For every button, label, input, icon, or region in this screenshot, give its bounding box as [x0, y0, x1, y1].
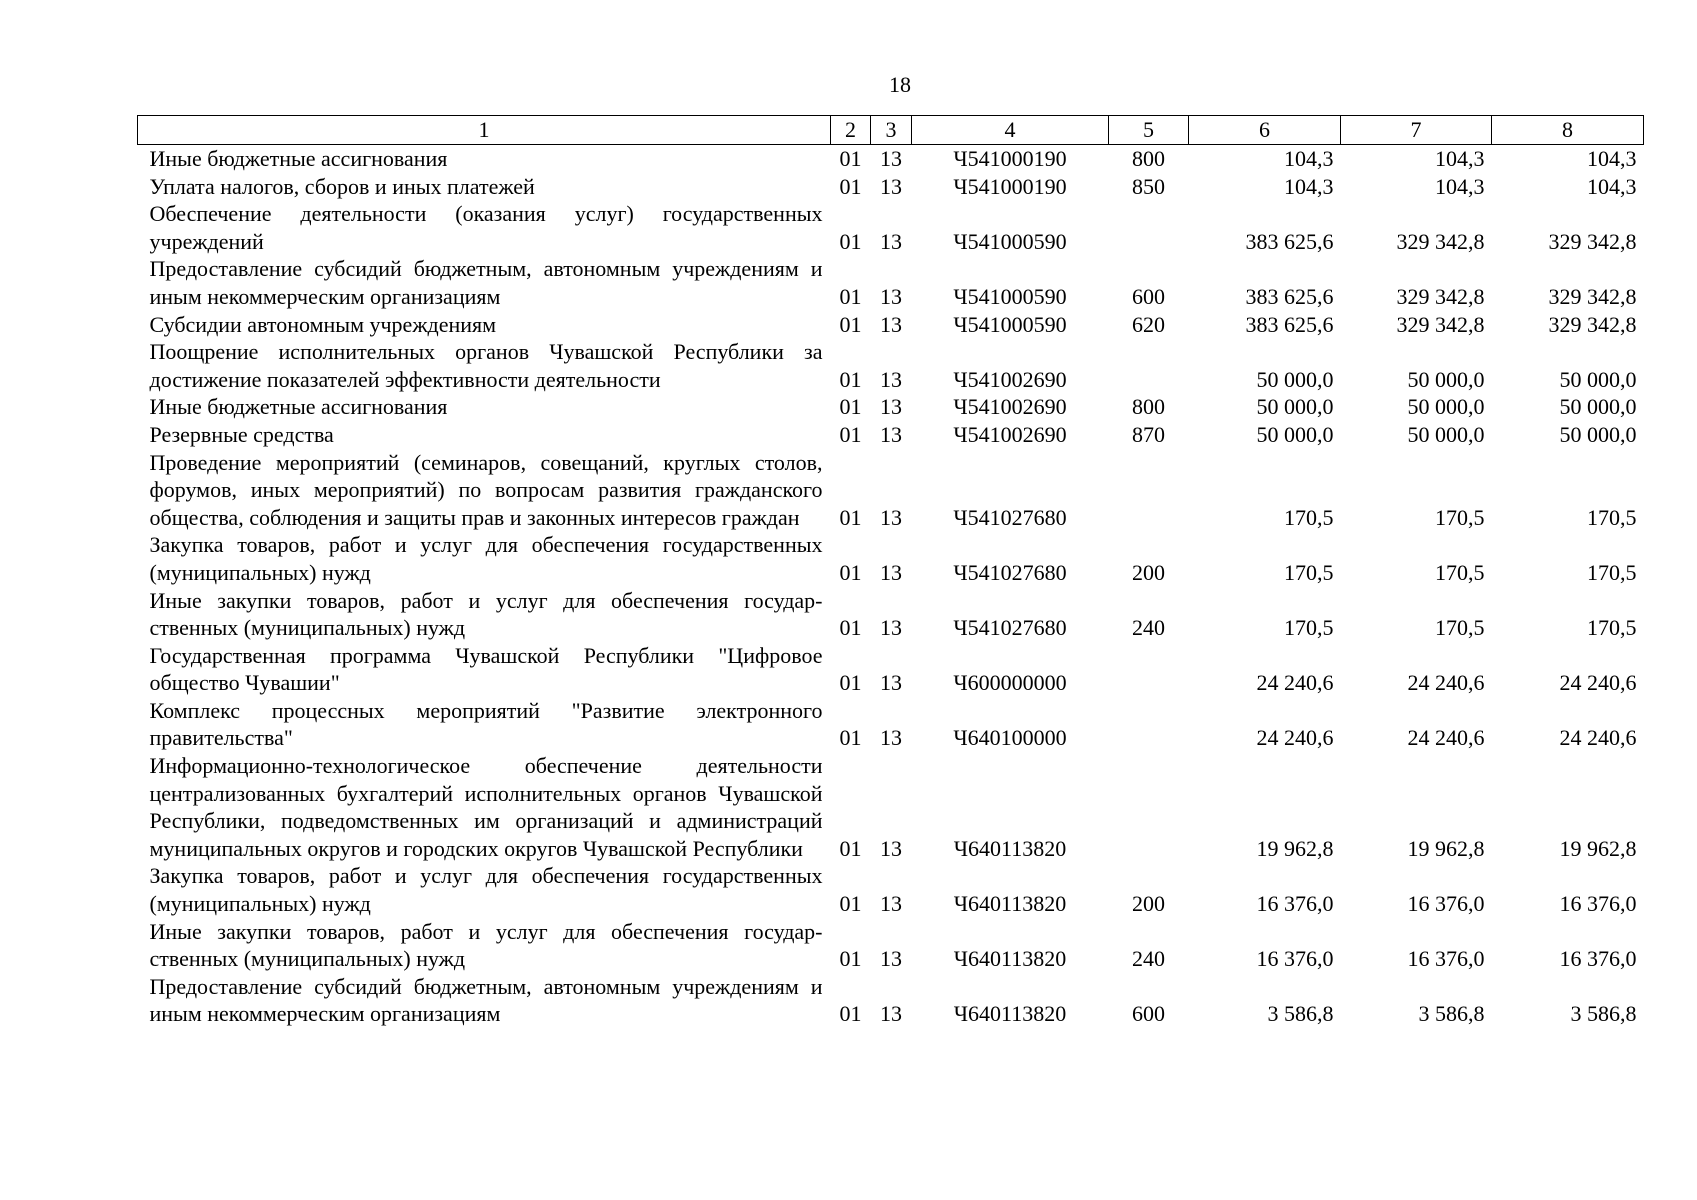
row-amount-1: 3 586,8 [1267, 1001, 1334, 1027]
row-expense-type: 800 [1132, 146, 1165, 171]
table-row [138, 421, 1644, 449]
row-amount-3: 329 342,8 [1548, 228, 1637, 254]
row-expense-type [1109, 338, 1189, 393]
row-expense-type [1109, 449, 1189, 532]
row-subsection: 13 [880, 504, 902, 530]
header-col-7: 7 [1341, 116, 1492, 145]
row-subsection: 13 [880, 946, 902, 972]
row-target-article: Ч541002690 [953, 421, 1067, 447]
row-amount-3: 170,5 [1587, 615, 1637, 641]
row-expense-type [1109, 697, 1189, 752]
table-row [138, 587, 1644, 642]
row-name: Государственная программа Чувашской Республики "Цифровое общество Чувашии" [149, 642, 823, 696]
row-amount-2: 170,5 [1435, 504, 1485, 530]
row-amount-2: 329 342,8 [1396, 311, 1485, 337]
header-col-2: 2 [831, 116, 871, 145]
row-name: Резервные средства [149, 421, 334, 447]
row-target-article: Ч640113820 [953, 891, 1067, 917]
row-amount-1: 104,3 [1284, 173, 1334, 199]
row-name: Комплекс процессных мероприятий "Развитие электронного правительства" [149, 697, 823, 751]
row-expense-type [1109, 752, 1189, 862]
row-target-article: Ч541027680 [953, 559, 1067, 585]
row-subsection: 13 [880, 283, 902, 309]
row-amount-3: 3 586,8 [1570, 1001, 1637, 1027]
row-amount-2: 16 376,0 [1407, 891, 1485, 917]
row-target-article: Ч541000190 [953, 146, 1067, 171]
row-amount-3: 50 000,0 [1559, 394, 1637, 420]
row-section: 01 [839, 366, 862, 392]
row-amount-2: 170,5 [1435, 615, 1485, 641]
row-expense-type: 200 [1132, 891, 1165, 917]
row-amount-1: 383 625,6 [1245, 228, 1334, 254]
row-target-article: Ч600000000 [953, 670, 1067, 696]
header-col-5: 5 [1109, 116, 1189, 145]
row-amount-2: 50 000,0 [1407, 366, 1485, 392]
row-section: 01 [839, 835, 862, 861]
row-subsection: 13 [880, 559, 902, 585]
row-amount-2: 50 000,0 [1407, 421, 1485, 447]
row-name: Иные закупки товаров, работ и услуг для обеспечения государственных (муниципальных) нужд [149, 587, 823, 641]
row-expense-type: 200 [1132, 559, 1165, 585]
table-row [138, 145, 1644, 173]
row-amount-1: 170,5 [1284, 615, 1334, 641]
row-amount-2: 24 240,6 [1407, 670, 1485, 696]
row-amount-1: 50 000,0 [1256, 366, 1334, 392]
row-subsection: 13 [880, 394, 902, 420]
table-row [138, 255, 1644, 310]
header-col-3: 3 [871, 116, 912, 145]
page-number: 18 [889, 72, 911, 97]
row-amount-3: 170,5 [1587, 504, 1637, 530]
table-header [138, 116, 1644, 145]
table-row [138, 338, 1644, 393]
row-amount-1: 383 625,6 [1245, 283, 1334, 309]
row-amount-3: 104,3 [1587, 173, 1637, 199]
row-name: Предоставление субсидий бюджетным, автономным учреждениям и иным некоммерческим организациям [149, 256, 823, 309]
row-target-article: Ч640113820 [953, 835, 1067, 861]
row-amount-3: 104,3 [1587, 146, 1637, 171]
row-expense-type: 620 [1132, 311, 1165, 337]
row-amount-2: 16 376,0 [1407, 946, 1485, 972]
row-amount-1: 104,3 [1284, 146, 1334, 171]
table-row [138, 642, 1644, 697]
row-subsection: 13 [880, 670, 902, 696]
header-col-8: 8 [1492, 116, 1644, 145]
row-expense-type: 800 [1132, 394, 1165, 420]
row-name: Закупка товаров, работ и услуг для обеспечения государственных (муниципальных) нужд [149, 863, 823, 917]
row-amount-2: 50 000,0 [1407, 394, 1485, 420]
row-section: 01 [839, 504, 862, 530]
table-row [138, 393, 1644, 421]
row-section: 01 [839, 146, 862, 171]
table-row [138, 973, 1644, 1028]
row-target-article: Ч640113820 [953, 946, 1067, 972]
row-target-article: Ч541000190 [953, 173, 1067, 199]
row-target-article: Ч541002690 [953, 366, 1067, 392]
row-section: 01 [839, 615, 862, 641]
row-subsection: 13 [880, 421, 902, 447]
row-amount-3: 24 240,6 [1559, 670, 1637, 696]
table-row [138, 449, 1644, 532]
row-section: 01 [839, 173, 862, 199]
row-amount-2: 170,5 [1435, 559, 1485, 585]
row-section: 01 [839, 725, 862, 751]
row-amount-3: 50 000,0 [1559, 366, 1637, 392]
row-amount-2: 329 342,8 [1396, 228, 1485, 254]
row-name: Иные закупки товаров, работ и услуг для обеспечения государственных (муниципальных) нужд [149, 918, 823, 972]
row-subsection: 13 [880, 1001, 902, 1027]
row-amount-2: 104,3 [1435, 173, 1485, 199]
row-name: Предоставление субсидий бюджетным, автономным учреждениям и иным некоммерческим организациям [149, 973, 823, 1027]
header-col-4: 4 [912, 116, 1109, 145]
row-section: 01 [839, 891, 862, 917]
row-subsection: 13 [880, 835, 902, 861]
row-name: Обеспечение деятельности (оказания услуг) государственных учреждений [149, 201, 823, 254]
row-expense-type: 850 [1132, 173, 1165, 199]
row-target-article: Ч640113820 [953, 1001, 1067, 1027]
row-amount-1: 170,5 [1284, 559, 1334, 585]
row-section: 01 [839, 1001, 862, 1027]
row-amount-1: 50 000,0 [1256, 394, 1334, 420]
row-section: 01 [839, 283, 862, 309]
row-expense-type: 600 [1132, 1001, 1165, 1027]
row-amount-1: 19 962,8 [1256, 835, 1334, 861]
row-amount-3: 329 342,8 [1548, 311, 1637, 337]
row-amount-1: 24 240,6 [1256, 725, 1334, 751]
row-expense-type: 240 [1132, 615, 1165, 641]
table-row [138, 862, 1644, 917]
table-row [138, 173, 1644, 201]
row-expense-type [1109, 642, 1189, 697]
row-section: 01 [839, 394, 862, 420]
header-row [138, 116, 1644, 145]
table-row [138, 531, 1644, 586]
budget-table [137, 115, 1644, 1028]
row-subsection: 13 [880, 725, 902, 751]
row-expense-type [1109, 200, 1189, 255]
row-amount-2: 3 586,8 [1418, 1001, 1485, 1027]
row-amount-3: 329 342,8 [1548, 283, 1637, 309]
row-target-article: Ч541000590 [953, 228, 1067, 254]
row-name: Информационно-технологическое обеспечение деятельности централизованных бухгалтерий исполнительных органов Чувашской Республики, подведомственных им организаций и администраций муниципальных округов и городских округов Чувашской Республики [149, 753, 823, 861]
row-amount-1: 24 240,6 [1256, 670, 1334, 696]
row-amount-1: 50 000,0 [1256, 421, 1334, 447]
row-section: 01 [839, 228, 862, 254]
row-name: Иные бюджетные ассигнования [149, 394, 448, 420]
row-section: 01 [839, 670, 862, 696]
row-amount-1: 16 376,0 [1256, 891, 1334, 917]
row-amount-2: 24 240,6 [1407, 725, 1485, 751]
row-amount-1: 16 376,0 [1256, 946, 1334, 972]
table-row [138, 311, 1644, 339]
row-amount-3: 24 240,6 [1559, 725, 1637, 751]
row-subsection: 13 [880, 173, 902, 199]
table-row [138, 752, 1644, 862]
row-subsection: 13 [880, 311, 902, 337]
row-amount-2: 329 342,8 [1396, 283, 1485, 309]
row-target-article: Ч541000590 [953, 283, 1067, 309]
row-name: Закупка товаров, работ и услуг для обеспечения государственных (муниципальных) нужд [149, 532, 823, 585]
row-expense-type: 600 [1132, 283, 1165, 309]
row-target-article: Ч640100000 [953, 725, 1067, 751]
row-expense-type: 240 [1132, 946, 1165, 972]
header-col-6: 6 [1189, 116, 1341, 145]
row-target-article: Ч541027680 [953, 615, 1067, 641]
row-expense-type: 870 [1132, 421, 1165, 447]
row-amount-3: 19 962,8 [1559, 835, 1637, 861]
row-name: Субсидии автономным учреждениям [149, 311, 497, 337]
row-amount-3: 50 000,0 [1559, 421, 1637, 447]
row-name: Уплата налогов, сборов и иных платежей [149, 173, 535, 199]
row-amount-1: 170,5 [1284, 504, 1334, 530]
table-row [138, 918, 1644, 973]
row-name: Проведение мероприятий (семинаров, совещаний, круглых столов, форумов, иных мероприятий) по вопросам развития гражданского общества, соблюдения и защиты прав и законных интересов граждан [149, 449, 823, 530]
row-amount-2: 104,3 [1435, 146, 1485, 171]
row-subsection: 13 [880, 366, 902, 392]
row-section: 01 [839, 559, 862, 585]
row-target-article: Ч541000590 [953, 311, 1067, 337]
row-amount-2: 19 962,8 [1407, 835, 1485, 861]
table-body [138, 145, 1644, 1029]
row-name: Поощрение исполнительных органов Чувашской Республики за достижение показателей эффективности деятельности [149, 339, 823, 392]
row-amount-3: 16 376,0 [1559, 946, 1637, 972]
row-amount-3: 170,5 [1587, 559, 1637, 585]
row-subsection: 13 [880, 146, 902, 171]
row-section: 01 [839, 311, 862, 337]
row-target-article: Ч541027680 [953, 504, 1067, 530]
table-row [138, 200, 1644, 255]
row-target-article: Ч541002690 [953, 394, 1067, 420]
row-section: 01 [839, 421, 862, 447]
header-col-1: 1 [138, 116, 831, 145]
row-amount-3: 16 376,0 [1559, 891, 1637, 917]
table-row [138, 697, 1644, 752]
row-amount-1: 383 625,6 [1245, 311, 1334, 337]
row-name: Иные бюджетные ассигнования [149, 146, 448, 171]
row-subsection: 13 [880, 891, 902, 917]
row-section: 01 [839, 946, 862, 972]
row-subsection: 13 [880, 228, 902, 254]
row-subsection: 13 [880, 615, 902, 641]
